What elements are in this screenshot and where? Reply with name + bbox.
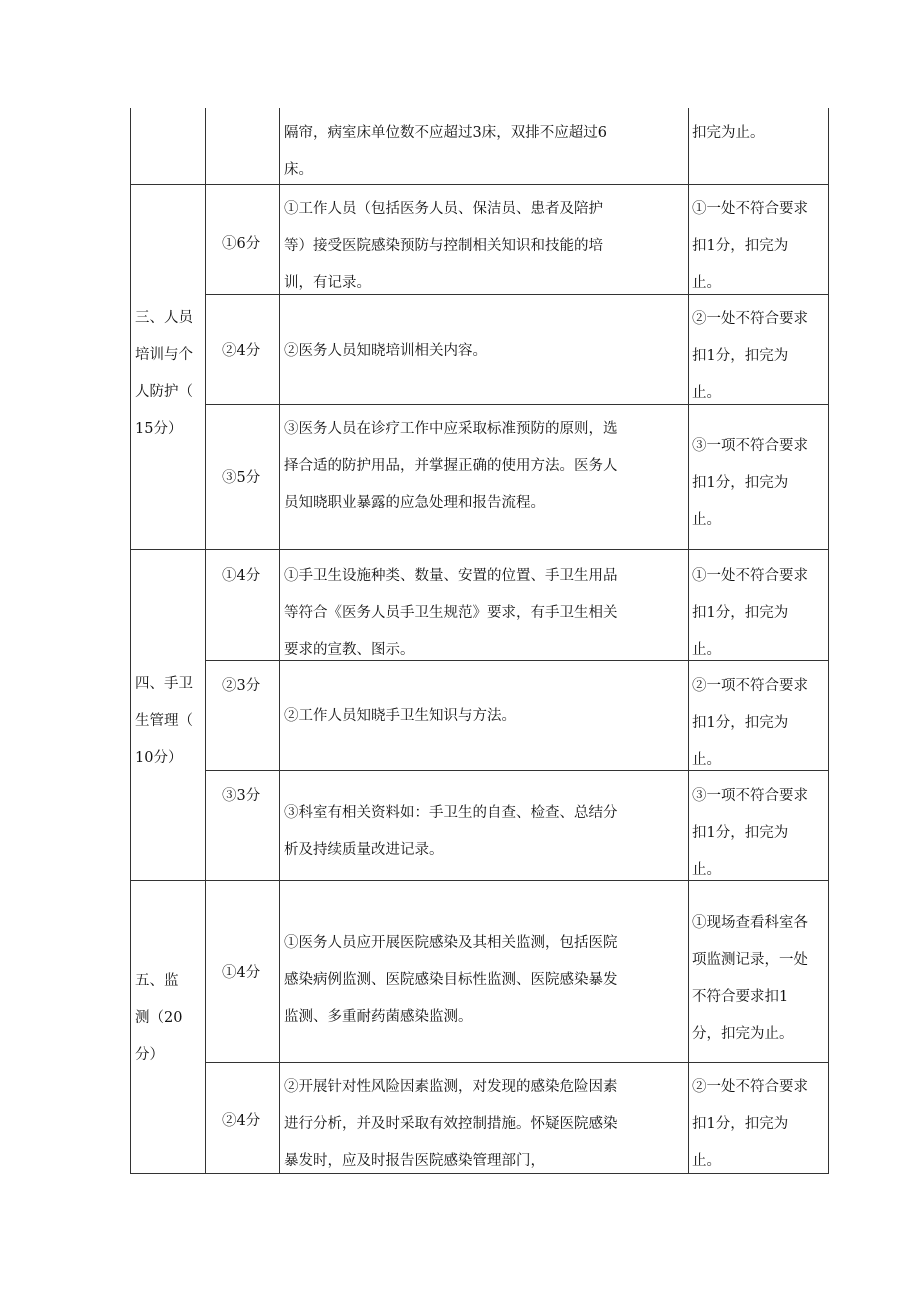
row-divider (205, 1062, 829, 1063)
score-cell: ①4分 (222, 965, 261, 981)
requirement-cell: 隔帘，病室床单位数不应超过3床，双排不应超过6 床。 (284, 125, 607, 178)
requirement-cell: ①工作人员（包括医务人员、保洁员、患者及陪护 等）接受医院感染预防与控制相关知识和技能的培 训，有记录。 (284, 201, 603, 291)
requirement-cell: ②开展针对性风险因素监测，对发现的感染危险因素 进行分析，并及时采取有效控制措施。怀疑医院感染 暴发时，应及时报告医院感染管理部门， (284, 1079, 618, 1169)
score-cell: ②4分 (222, 1113, 261, 1129)
score-cell: ②3分 (222, 678, 261, 694)
requirement-cell: ③科室有相关资料如：手卫生的自查、检查、总结分 析及持续质量改进记录。 (284, 805, 618, 858)
deduction-cell: ①一处不符合要求 扣1分，扣完为 止。 (692, 201, 808, 291)
table-divider-3 (688, 108, 689, 1174)
deduction-cell: ②一项不符合要求 扣1分，扣完为 止。 (692, 678, 808, 768)
table-border-left (130, 108, 131, 1174)
requirement-cell: ①医务人员应开展医院感染及其相关监测，包括医院 感染病例监测、医院感染目标性监测、医院感染暴发 监测、多重耐药菌感染监测。 (284, 935, 618, 1025)
requirement-cell: ③医务人员在诊疗工作中应采取标准预防的原则，选 择合适的防护用品，并掌握正确的使用方法。医务人 员知晓职业暴露的应急处理和报告流程。 (284, 421, 618, 511)
requirement-cell: ①手卫生设施种类、数量、安置的位置、手卫生用品 等符合《医务人员手卫生规范》要求，有手卫生相关 要求的宣教、图示。 (284, 568, 618, 658)
score-cell: ③3分 (222, 788, 261, 804)
requirement-cell: ②工作人员知晓手卫生知识与方法。 (284, 708, 516, 724)
deduction-cell: ③一项不符合要求 扣1分，扣完为 止。 (692, 438, 808, 528)
score-cell: ③5分 (222, 470, 261, 486)
deduction-cell: ①一处不符合要求 扣1分，扣完为 止。 (692, 568, 808, 658)
table-divider-2 (279, 108, 280, 1174)
deduction-cell: ②一处不符合要求 扣1分，扣完为 止。 (692, 311, 808, 401)
score-cell: ①4分 (222, 568, 261, 584)
deduction-cell: ①现场查看科室各 项监测记录，一处 不符合要求扣1 分，扣完为止。 (692, 915, 808, 1042)
row-divider (130, 549, 829, 550)
table-border-right (828, 108, 829, 1174)
category-cell: 四、手卫 生管理（ 10分） (135, 676, 193, 766)
category-cell: 五、监 测（20 分） (135, 973, 183, 1063)
score-cell: ②4分 (222, 343, 261, 359)
deduction-cell: ③一项不符合要求 扣1分，扣完为 止。 (692, 788, 808, 878)
requirement-cell: ②医务人员知晓培训相关内容。 (284, 343, 487, 359)
category-cell: 三、人员 培训与个 人防护（ 15分） (135, 310, 193, 437)
score-cell: ①6分 (222, 236, 261, 252)
table-divider-1 (205, 108, 206, 1174)
deduction-cell: ②一处不符合要求 扣1分，扣完为 止。 (692, 1079, 808, 1169)
deduction-cell: 扣完为止。 (692, 125, 765, 141)
